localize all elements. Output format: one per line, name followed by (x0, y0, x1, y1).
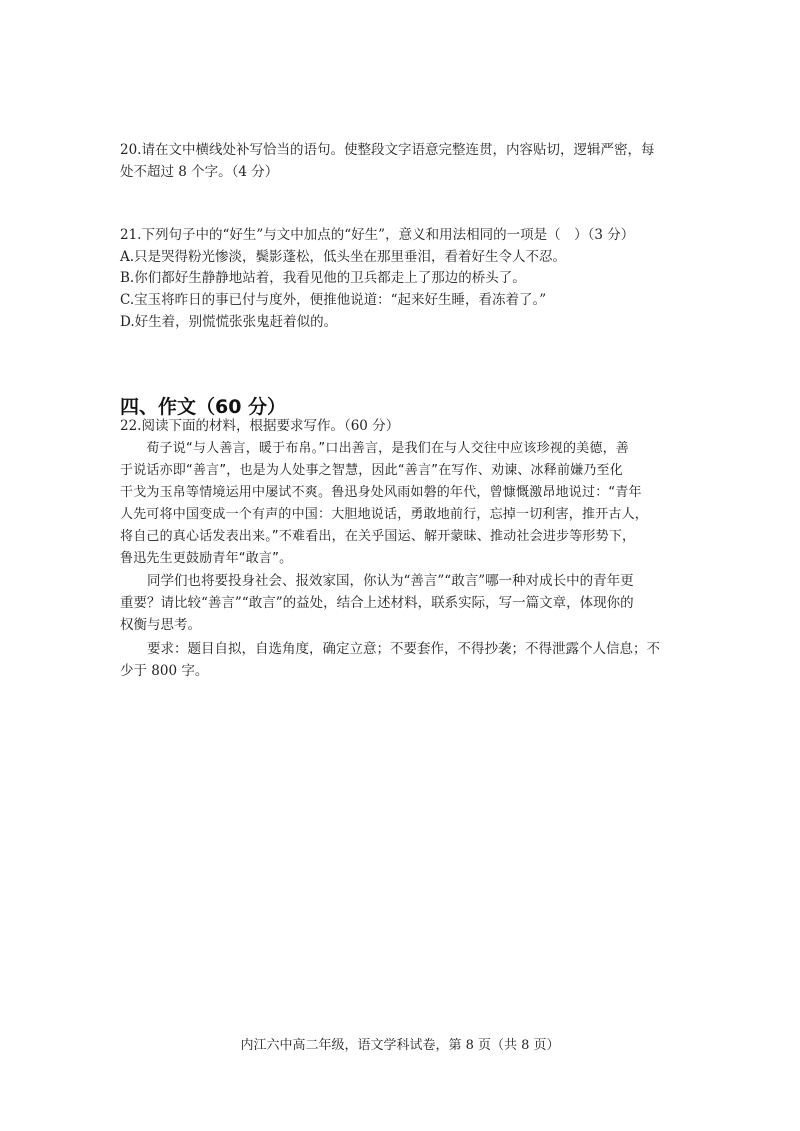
requirement-line: 要求：题目自拟，自选角度，确定立意；不要套作，不得抄袭；不得泄露个人信息；不 (120, 641, 660, 657)
q20-line-1: 20.请在文中横线处补写恰当的语句。使整段文字语意完整连贯，内容贴切，逻辑严密，每 (120, 142, 655, 158)
q21-option-c: C.宝玉将昨日的事已付与度外，便推他说道：“起来好生睡，看冻着了。” (120, 292, 547, 308)
q20-line-2: 处不超过 8 个字。（4 分） (120, 164, 279, 180)
material-line: 将自己的真心话发表出来。”不难看出，在关乎国运、解开蒙昧、推动社会进步等形势下， (120, 529, 636, 544)
q21-option-b: B.你们都好生静静地站着，我看见他的卫兵都走上了那边的桥头了。 (120, 270, 526, 286)
q21-option-d: D.好生着，别慌慌张张鬼赶着似的。 (120, 314, 338, 330)
prompt-line: 权衡与思考。 (120, 617, 201, 633)
q21-option-a: A.只是哭得粉光惨淡，鬓影蓬松，低头坐在那里垂泪，看着好生令人不忍。 (120, 249, 567, 265)
section-heading: 四、作文（60 分） (120, 396, 287, 418)
material-line: 荀子说“与人善言，暖于布帛。”口出善言，是我们在与人交往中应该珍视的美德，善 (120, 441, 629, 456)
requirement-line: 少于 800 字。 (120, 663, 209, 679)
material-line: 于说话亦即“善言”，也是为人处事之智慧，因此“善言”在写作、劝谏、冰释前嫌乃至化 (120, 463, 623, 478)
page-footer: 内江六中高二年级，语文学科试卷，第 8 页（共 8 页） (240, 1038, 560, 1053)
material-line: 干戈为玉帛等情境运用中屡试不爽。鲁迅身处风雨如磐的年代，曾慷慨激昂地说过：“青年 (120, 485, 642, 500)
q22-stem: 22.阅读下面的材料，根据要求写作。（60 分） (120, 418, 400, 434)
q21-stem: 21.下列句子中的“好生”与文中加点的“好生”，意义和用法相同的一项是（ ）（3 分） (120, 227, 635, 243)
prompt-line: 同学们也将要投身社会、报效家国，你认为“善言”“敢言”哪一种对成长中的青年更 (120, 573, 634, 589)
prompt-line: 重要？请比较“善言”“敢言”的益处，结合上述材料，联系实际，写一篇文章，体现你的 (120, 595, 634, 611)
material-line: 人先可将中国变成一个有声的中国：大胆地说话，勇敢地前行，忘掉一切利害，推开古人， (120, 507, 649, 522)
material-line: 鲁迅先生更鼓励青年“敢言”。 (120, 551, 293, 566)
